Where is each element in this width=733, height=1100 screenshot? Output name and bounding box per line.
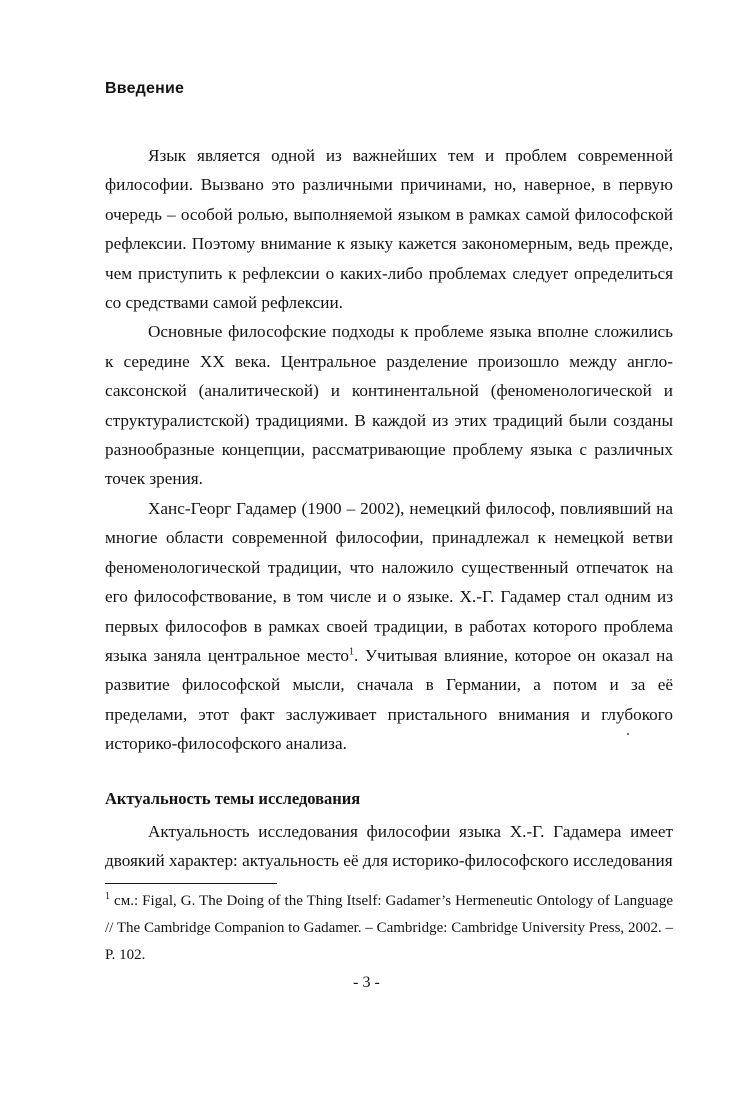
introduction-paragraph-3 bbox=[105, 494, 673, 759]
introduction-paragraph-1: Язык является одной из важнейших тем и проблем современной философии. Вызвано это различными причинами, но, наверное, в первую очередь – особой ролью, выполняемой языком в рамках самой философской рефлексии. Поэтому внимание к языку кажется закономерным, ведь прежде, чем приступить к рефлексии о каких-либо проблемах следует определиться со средствами самой рефлексии. bbox=[105, 146, 673, 313]
introduction-paragraph-2: Основные философские подходы к проблеме языка вполне сложились к середине XX века. Центральное разделение произошло между англо-саксонской (аналитической) и континентальной (феноменологической и структуралистской) традициями. В каждой из этих традиций были созданы разнообразные концепции, рассматривающие проблему языка с различных точек зрения. bbox=[105, 322, 673, 489]
footnote-marker: 1 bbox=[105, 891, 110, 902]
page-number: - 3 - bbox=[353, 974, 380, 991]
footnote-1 bbox=[105, 888, 673, 969]
scan-artifact-dot bbox=[627, 733, 629, 735]
paragraph-3-text-part-1: Ханс-Георг Гадамер (1900 – 2002), немецкий философ, повлиявший на многие области современной философии, принадлежал к немецкой ветви феноменологической традиции, что наложило существенный отпечаток на его философствование, в том числе и о языке. Х.-Г. Гадамер стал одним из первых философов в рамках своей традиции, в работах которого проблема языка заняла центральное место bbox=[105, 498, 673, 665]
actuality-paragraph: Актуальность исследования философии языка Х.-Г. Гадамера имеет двоякий характер: актуальность её для историко-философского исследования bbox=[105, 822, 673, 871]
footnote-reference-1: 1 bbox=[349, 646, 355, 658]
footnote-text: см.: Figal, G. The Doing of the Thing Itself: Gadamer’s Hermeneutic Ontology of Language // The Cambridge Companion to Gadamer. – Cambridge: Cambridge University Press, 2002. – P. 102. bbox=[105, 893, 673, 963]
paragraph-3-text-part-2: . Учитывая влияние, которое он оказал на развитие философской мысли, сначала в Германии, а потом и за её пределами, этот факт заслуживает пристального внимания и глубокого историко-философского анализа. bbox=[105, 645, 673, 754]
introduction-body bbox=[105, 141, 673, 759]
section-heading-introduction: Введение bbox=[105, 80, 185, 97]
footnote-divider bbox=[105, 883, 277, 884]
section-heading-actuality: Актуальность темы исследования bbox=[105, 789, 361, 808]
actuality-body bbox=[105, 817, 673, 876]
